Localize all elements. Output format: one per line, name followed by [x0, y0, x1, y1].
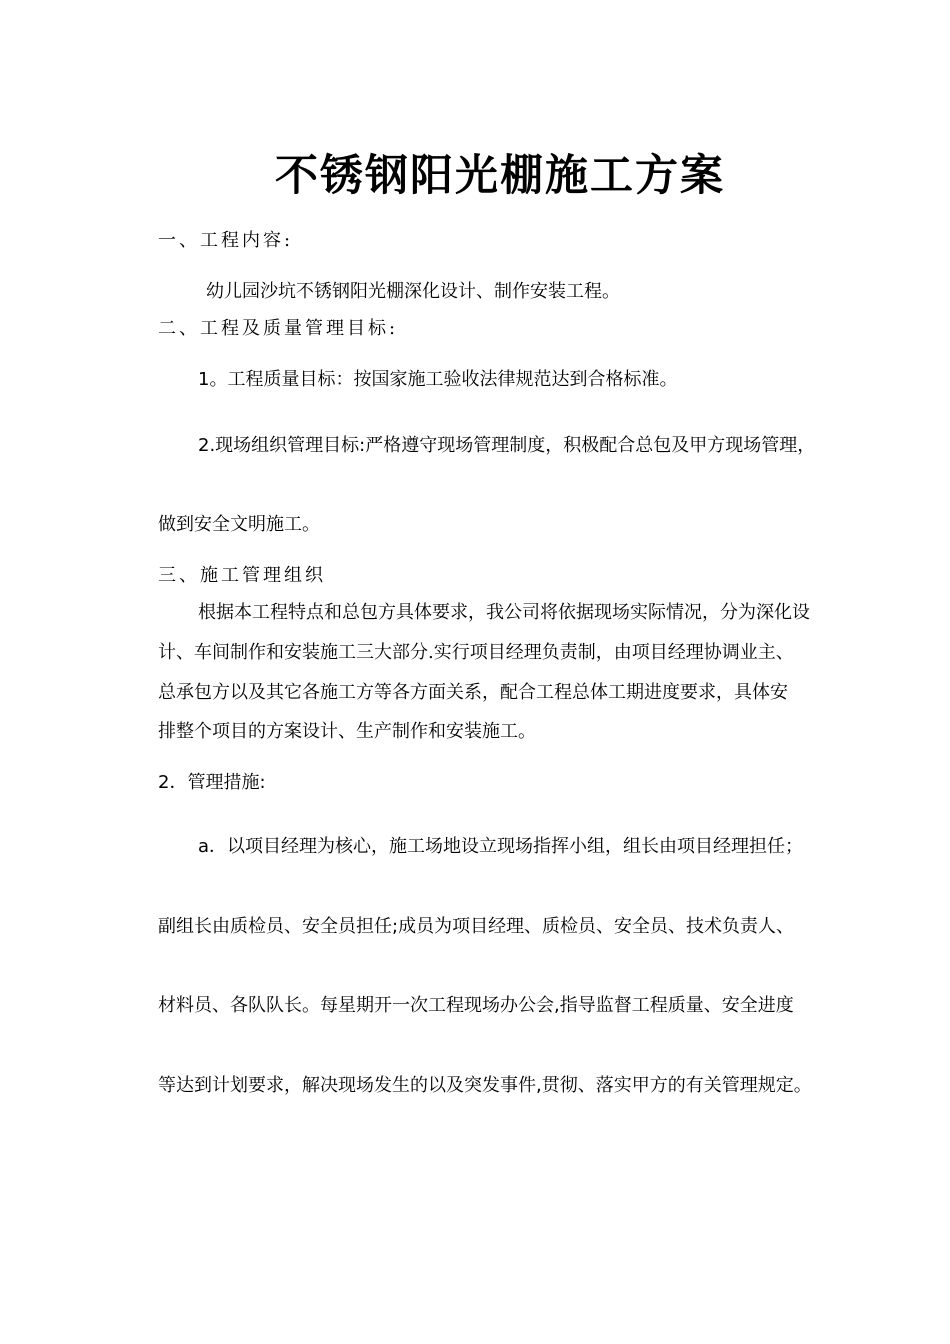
section-3-paragraph-line: 计、车间制作和安装施工三大部分.实行项目经理负责制，由项目经理协调业主、: [158, 642, 794, 663]
document-title: 不锈钢阳光棚施工方案: [275, 151, 725, 201]
section-3-heading: 三、施工管理组织: [158, 565, 326, 586]
section-2-heading: 二、工程及质量管理目标:: [158, 318, 399, 339]
measure-line: 副组长由质检员、安全员担任;成员为项目经理、质检员、安全员、技术负责人、: [158, 916, 795, 937]
section-3-paragraph-line: 总承包方以及其它各施工方等各方面关系，配合工程总体工期进度要求，具体安: [158, 682, 788, 703]
measure-line: a．以项目经理为核心，施工场地设立现场指挥小组，组长由项目经理担任；: [198, 836, 804, 857]
section-1-content-part1: 幼儿园沙坑不锈钢阳光棚深化: [206, 281, 440, 302]
section-2-item-2-line-1: 2.现场组织管理目标:严格遵守现场管理制度，积极配合总包及甲方现场管理，: [198, 435, 816, 456]
section-2-item-2-line-2: 做到安全文明施工。: [158, 514, 320, 535]
section-2-item-1: 1。工程质量目标：按国家施工验收法律规范达到合格标准。: [198, 369, 678, 390]
section-1-content: [206, 279, 620, 305]
measure-line: 等达到计划要求，解决现场发生的以及突发事件,贯彻、落实甲方的有关管理规定。: [158, 1075, 812, 1096]
measure-line: 材料员、各队队长。每星期开一次工程现场办公会,指导监督工程质量、安全进度: [158, 995, 794, 1016]
section-3-paragraph-line: 排整个项目的方案设计、生产制作和安装施工。: [158, 721, 536, 742]
section-3-subheading: 2．管理措施:: [158, 772, 266, 793]
section-1-content-part2: 设计、制作安装工程。: [440, 281, 620, 302]
section-1-heading: 一、工程内容:: [158, 230, 294, 251]
section-3-paragraph-line: 根据本工程特点和总包方具体要求，我公司将依据现场实际情况，分为深化设: [198, 602, 810, 623]
